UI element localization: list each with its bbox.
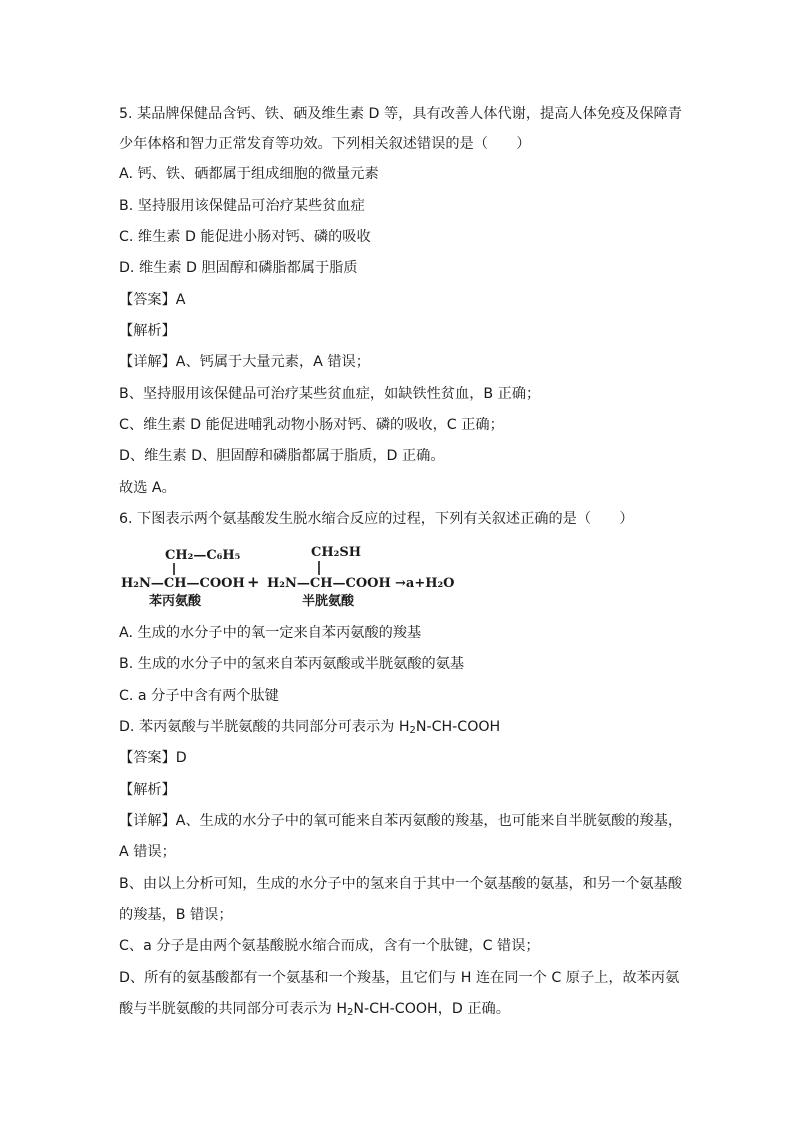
q6-analysis-heading: 【解析】 <box>119 782 176 798</box>
phe-backbone: H₂N—CH—COOH <box>121 576 245 591</box>
plus-sign: + <box>247 573 260 591</box>
q6-option-d <box>119 717 694 737</box>
q5-detail-c: C、维生素 D 能促进哺乳动物小肠对钙、磷的吸收，C 正确； <box>119 417 504 433</box>
q6-option-d-text: D. 苯丙氨酸与半胱氨酸的共同部分可表示为 H <box>119 719 410 735</box>
q5-answer: 【答案】A <box>119 292 186 308</box>
reaction-diagram <box>119 537 489 617</box>
q5-analysis-heading: 【解析】 <box>119 323 176 339</box>
q6-option-d-text-end: N-CH-COOH <box>415 719 501 735</box>
phe-side-chain: CH₂—C₆H₅ <box>165 548 241 563</box>
q6-answer: 【答案】D <box>119 750 187 766</box>
q5-detail-a: 【详解】A、钙属于大量元素，A 错误； <box>119 354 370 370</box>
phe-name-label: 苯丙氨酸 <box>149 594 202 609</box>
cys-name-label: 半胱氨酸 <box>302 594 355 609</box>
q6-option-c: C. a 分子中含有两个肽键 <box>119 688 279 704</box>
q6-detail-d-text: 酸与半胱氨酸的共同部分可表示为 H <box>119 1001 347 1017</box>
q6-option-d-subscript: 2 <box>409 725 416 736</box>
q5-stem-line-1: 5. 某品牌保健品含钙、铁、硒及维生素 D 等，具有改善人体代谢，提高人体免疫及保障青 <box>119 106 682 122</box>
reaction-product: →a+H₂O <box>395 576 455 591</box>
q5-option-d: D. 维生素 D 胆固醇和磷脂都属于脂质 <box>119 260 358 276</box>
q5-stem-line-2: 少年体格和智力正常发育等功效。下列相关叙述错误的是（ ） <box>119 136 531 152</box>
q6-detail-b-line-1: B、由以上分析可知，生成的水分子中的氢来自于其中一个氨基酸的氨基，和另一个氨基酸 <box>119 876 683 892</box>
q5-option-b: B. 坚持服用该保健品可治疗某些贫血症 <box>119 198 365 214</box>
q6-detail-d-line-2 <box>119 999 694 1019</box>
q6-detail-d-line-1: D、所有的氨基酸都有一个氨基和一个羧基，且它们与 H 连在同一个 C 原子上，故苯丙氨 <box>119 970 680 986</box>
cys-side-chain: CH₂SH <box>311 545 361 560</box>
q6-stem: 6. 下图表示两个氨基酸发生脱水缩合反应的过程，下列有关叙述正确的是（ ） <box>119 511 634 527</box>
q6-detail-d-text-end: N-CH-COOH，D 正确。 <box>353 1001 510 1017</box>
cys-backbone: H₂N—CH—COOH <box>267 576 391 591</box>
q6-detail-a-line-1: 【详解】A、生成的水分子中的氧可能来自苯丙氨酸的羧基，也可能来自半胱氨酸的羧基， <box>119 813 683 829</box>
q6-detail-b-line-2: 的羧基，B 错误； <box>119 907 233 923</box>
q6-option-b: B. 生成的水分子中的氢来自苯丙氨酸或半胱氨酸的氨基 <box>119 656 465 672</box>
q5-option-c: C. 维生素 D 能促进小肠对钙、磷的吸收 <box>119 229 371 245</box>
q6-detail-c: C、a 分子是由两个氨基酸脱水缩合而成，含有一个肽键，C 错误； <box>119 938 540 954</box>
q6-option-a: A. 生成的水分子中的氧一定来自苯丙氨酸的羧基 <box>119 625 422 641</box>
q5-detail-b: B、坚持服用该保健品可治疗某些贫血症，如缺铁性贫血，B 正确； <box>119 386 541 402</box>
q5-option-a: A. 钙、铁、硒都属于组成细胞的微量元素 <box>119 166 379 182</box>
q5-detail-d: D、维生素 D、胆固醇和磷脂都属于脂质，D 正确。 <box>119 448 445 464</box>
q6-detail-a-line-2: A 错误； <box>119 844 176 860</box>
q6-detail-d-subscript: 2 <box>347 1007 354 1018</box>
q5-conclusion: 故选 A。 <box>119 480 176 496</box>
